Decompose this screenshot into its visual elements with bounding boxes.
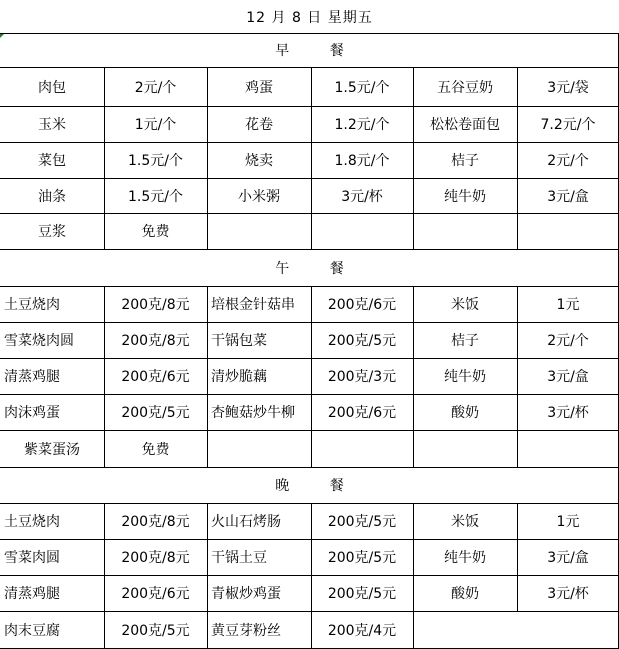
grid-line [104,67,105,106]
table-cell: 五谷豆奶 [437,79,493,96]
grid-line [104,503,105,539]
table-cell: 杏鲍菇炒牛柳 [211,405,295,421]
grid-line [207,575,208,611]
table-cell: 肉包 [38,79,66,96]
table-cell [517,611,619,648]
table-cell: 火山石烤肠 [211,514,281,530]
table-cell: 豆浆 [38,224,66,240]
grid-line [413,322,414,358]
table-cell: 肉末豆腐 [4,622,60,639]
table-cell [207,213,311,249]
grid-line [104,286,105,322]
table-cell: 3元/杯 [547,586,589,602]
table-cell: 油条 [38,188,66,205]
grid-line [104,539,105,575]
grid-line [517,67,518,106]
table-cell: 酸奶 [451,405,479,421]
table-cell: 200克/5元 [327,333,397,349]
grid-line [413,394,414,430]
table-cell: 1元 [556,514,580,530]
page-title: 12 月 8 日 星期五 [246,9,373,26]
table-cell: 200克/8元 [121,550,190,566]
table-cell [517,213,619,249]
grid-line [207,106,208,142]
table-cell: 纯牛奶 [444,550,486,566]
grid-line [517,106,518,142]
grid-line [517,142,518,178]
grid-line [104,430,105,467]
table-cell: 200克/8元 [121,333,190,349]
table-cell: 200克/8元 [121,297,190,313]
grid-line [207,539,208,575]
grid-line [517,286,518,322]
grid-line [311,611,312,648]
grid-line [311,539,312,575]
table-cell: 纯牛奶 [444,369,486,385]
section-header: 午 餐 [275,260,362,277]
table-cell: 1.5元/个 [334,79,390,96]
table-cell: 1元 [556,297,580,313]
grid-line [311,358,312,394]
section-header: 晚 餐 [275,478,362,494]
table-cell: 米饭 [451,514,479,530]
table-cell: 3元/盒 [547,369,589,385]
grid-line [311,394,312,430]
table-cell: 1.5元/个 [128,153,183,169]
grid-line [311,430,312,467]
table-cell: 肉沫鸡蛋 [4,405,60,421]
grid-line [413,142,414,178]
table-cell: 小米粥 [238,188,280,205]
grid-line [311,575,312,611]
table-cell: 米饭 [451,297,479,313]
table-cell: 3元/盒 [547,188,589,205]
table-cell [413,611,517,648]
table-cell: 玉米 [38,117,66,133]
table-cell: 土豆烧肉 [4,297,60,313]
grid-line [413,213,414,249]
table-cell: 200克/5元 [327,550,397,566]
grid-line [311,213,312,249]
table-cell: 干锅包菜 [211,333,267,349]
grid-line [413,430,414,467]
grid-line [207,611,208,648]
table-cell: 200克/6元 [121,586,190,602]
grid-line [104,213,105,249]
grid-line [517,358,518,394]
grid-line [517,178,518,213]
grid-line [207,503,208,539]
grid-line [104,322,105,358]
grid-line [517,213,518,249]
table-cell: 200克/3元 [327,369,397,385]
table-cell: 1元/个 [134,117,177,133]
grid-line [311,503,312,539]
grid-line [413,67,414,106]
table-cell [413,430,517,467]
table-cell: 雪菜烧肉圆 [4,333,74,349]
table-cell: 3元/袋 [547,79,589,96]
table-cell [311,213,413,249]
table-cell: 鸡蛋 [245,79,273,96]
table-cell: 松松卷面包 [430,117,500,133]
grid-line [311,106,312,142]
section-header: 早 餐 [275,43,362,59]
grid-line [104,575,105,611]
grid-line [207,67,208,106]
grid-line [413,106,414,142]
table-cell: 紫菜蛋汤 [24,441,80,458]
grid-line [517,430,518,467]
grid-line [517,394,518,430]
table-cell: 1.5元/个 [128,188,183,205]
table-cell: 2元/个 [547,153,589,169]
grid-line [311,142,312,178]
table-cell: 干锅土豆 [211,550,267,566]
table-cell: 200克/8元 [121,514,190,530]
grid-line [517,575,518,611]
table-cell: 清炒脆藕 [211,369,267,385]
grid-line [413,575,414,611]
table-cell: 烧卖 [245,153,273,169]
grid-line [413,539,414,575]
grid-line [104,394,105,430]
table-cell: 青椒炒鸡蛋 [211,586,281,602]
grid-line [207,142,208,178]
table-cell: 菜包 [38,153,66,169]
table-cell: 2元/个 [547,333,589,349]
table-cell: 培根金针菇串 [211,297,295,313]
table-cell: 清蒸鸡腿 [4,369,60,385]
table-cell: 3元/杯 [547,405,589,421]
grid-line [311,322,312,358]
table-cell [207,430,311,467]
table-cell [517,430,619,467]
table-cell: 7.2元/个 [540,117,596,133]
grid-line [413,178,414,213]
table-cell: 200克/5元 [327,586,397,602]
table-cell: 200克/6元 [327,405,397,421]
grid-line [517,322,518,358]
grid-line [207,358,208,394]
table-cell: 200克/6元 [327,297,397,313]
table-cell: 免费 [141,224,170,240]
table-cell: 黄豆芽粉丝 [211,622,281,639]
grid-line [517,539,518,575]
table-cell: 200克/5元 [121,622,190,639]
table-cell: 雪菜肉圆 [4,550,60,566]
table-cell: 1.2元/个 [334,117,390,133]
table-cell: 200克/4元 [327,622,397,639]
grid-line [104,611,105,648]
grid-line [207,178,208,213]
table-cell: 200克/5元 [121,405,190,421]
table-cell: 200克/5元 [327,514,397,530]
table-cell: 1.8元/个 [334,153,390,169]
grid-line [104,142,105,178]
table-cell: 桔子 [451,153,479,169]
grid-line [104,106,105,142]
grid-line [413,358,414,394]
grid-line [207,394,208,430]
grid-line [104,358,105,394]
grid-line [311,286,312,322]
table-cell: 纯牛奶 [444,188,486,205]
table-cell: 酸奶 [451,586,479,602]
grid-line [207,213,208,249]
table-cell: 免费 [141,441,170,458]
grid-line [311,178,312,213]
grid-line [517,503,518,539]
grid-line [207,322,208,358]
table-cell [413,213,517,249]
grid-line [413,286,414,322]
grid-line [104,178,105,213]
grid-line [207,430,208,467]
grid-line [311,67,312,106]
table-cell: 2元/个 [134,79,177,96]
grid-line [413,611,414,648]
table-cell [311,430,413,467]
table-cell: 清蒸鸡腿 [4,586,60,602]
table-cell: 土豆烧肉 [4,514,60,530]
table-cell: 200克/6元 [121,369,190,385]
table-cell: 3元/盒 [547,550,589,566]
grid-line [413,503,414,539]
table-cell: 花卷 [245,117,273,133]
grid-line [207,286,208,322]
table-cell: 3元/杯 [341,188,383,205]
table-cell: 桔子 [451,333,479,349]
